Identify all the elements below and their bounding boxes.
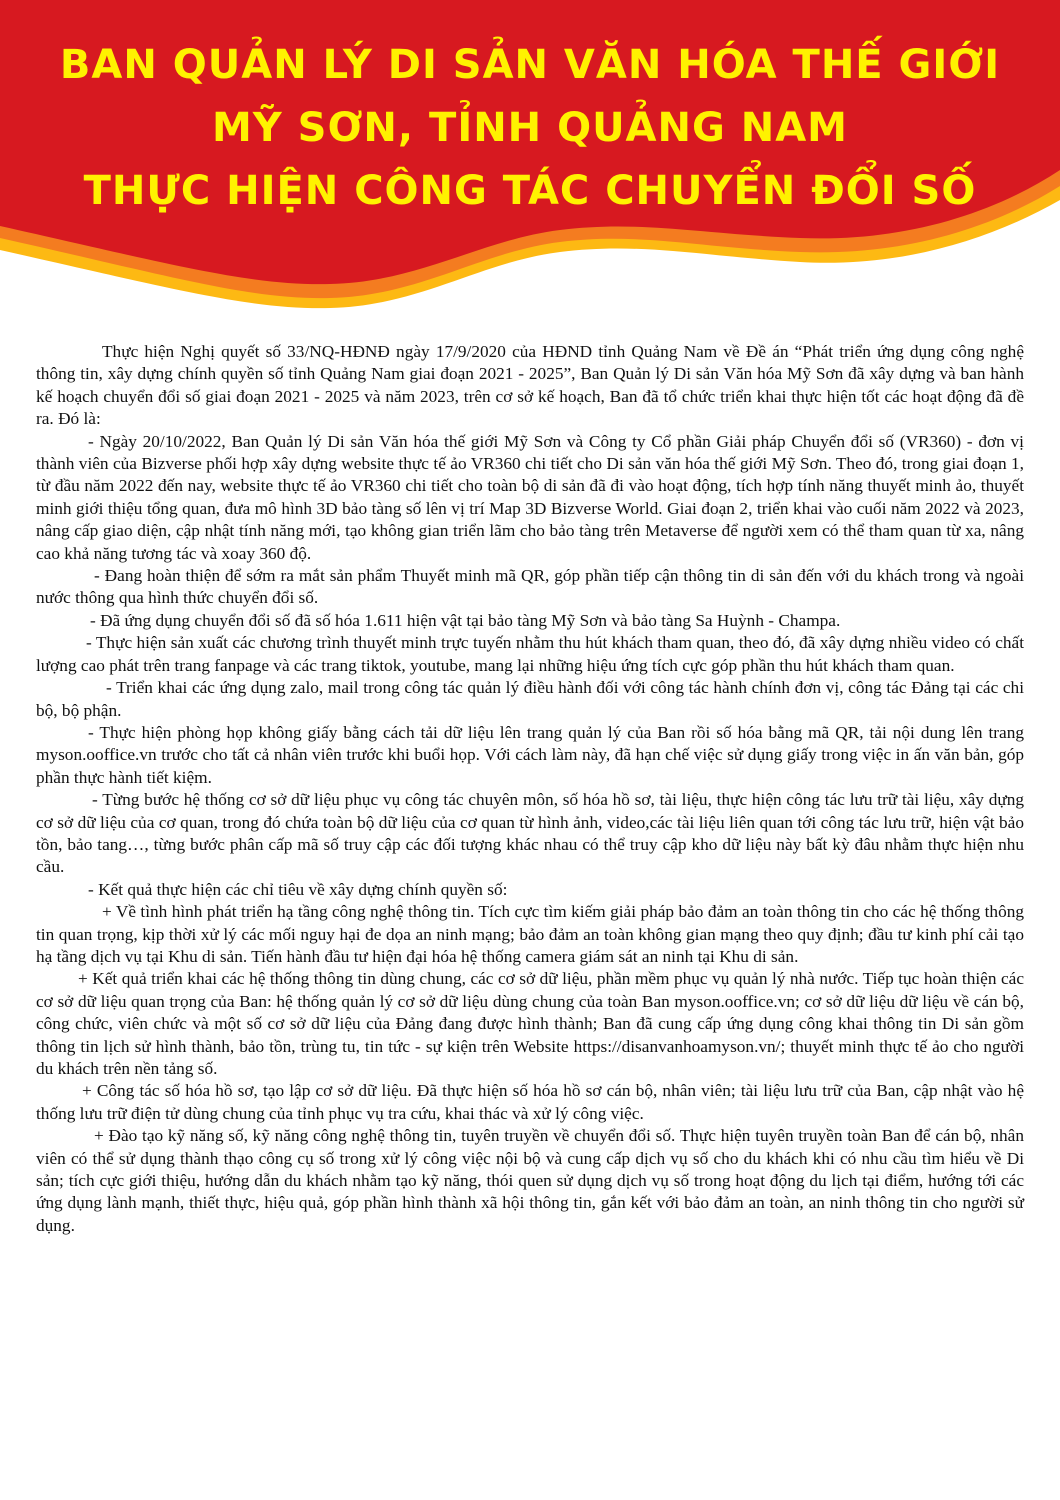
sub-item-it-infrastructure: + Về tình hình phát triển hạ tầng công nghệ thông tin. Tích cực tìm kiếm giải pháp bảo đảm an toàn thông tin cho các hệ thống thông tin quan trọng, kịp thời xử lý các mối nguy hại đe dọa an ninh mạng; bảo đảm an toàn không gian mạng theo quy định; đầu tư kinh phí cải tạo hạ tầng dịch vụ tại Khu di sản. Tiến hành đầu tư hiện đại hóa hệ thống camera giám sát an ninh tại Khu di sản.: [36, 902, 1024, 966]
bullet-vr360-website: - Ngày 20/10/2022, Ban Quản lý Di sản Văn hóa thế giới Mỹ Sơn và Công ty Cổ phần Giải pháp Chuyển đổi số (VR360) - đơn vị thành viên của Bizverse phối hợp xây dựng website thực tế ảo VR360 chi tiết cho Di sản văn hóa thế giới Mỹ Sơn. Theo đó, trong giai đoạn 1, từ đầu năm 2022 đến nay, website thực tế ảo VR360 chi tiết cho toàn bộ di sản đã đi vào hoạt động, tích hợp tính năng thuyết minh ảo, thuyết minh giới thiệu tổng quan, đưa mô hình 3D bảo tàng số lên vị trí Map 3D Bizverse World. Giai đoạn 2, triển khai vào cuối năm 2022 và 2023, nâng cấp giao diện, cập nhật tính năng mới, tạo không gian triển lãm cho bảo tàng trên Metaverse để người xem có thể tham quan từ xa, nâng cao khả năng tương tác và xoay 360 độ.: [36, 431, 1024, 563]
bullet-database-system: - Từng bước hệ thống cơ sở dữ liệu phục vụ công tác chuyên môn, số hóa hồ sơ, tài liệu, thực hiện công tác lưu trữ tài liệu, xây dựng cơ sở dữ liệu của cơ quan, trong đó chứa toàn bộ dữ liệu của cơ quan từ hình ảnh, video,các tài liệu liên quan tới công tác lưu trữ, hiện vật bảo tồn, bảo tang…, từng bước phân cấp mã số truy cập các đối tượng khác nhau có thể truy cập kho dữ liệu này bất kỳ đâu nhằm thực hiện nhu cầu.: [36, 790, 1024, 877]
bullet-online-guides: - Thực hiện sản xuất các chương trình thuyết minh trực tuyến nhằm thu hút khách tham quan, theo đó, đã xây dựng nhiều video có chất lượng cao phát trên trang fanpage và các trang tiktok, youtube, mang lại những hiệu ứng tích cực góp phần thu hút khách tham quan.: [36, 633, 1024, 675]
sub-item-records-digitization: + Công tác số hóa hồ sơ, tạo lập cơ sở dữ liệu. Đã thực hiện số hóa hồ sơ cán bộ, nhân viên; tài liệu lưu trữ của Ban, cập nhật vào hệ thống lưu trữ điện tử dùng chung của tỉnh phục vụ tra cứu, khai thác và xử lý công việc.: [36, 1081, 1024, 1123]
bullet-digitized-artifacts: - Đã ứng dụng chuyển đổi số đã số hóa 1.611 hiện vật tại bảo tàng Mỹ Sơn và bảo tàng Sa Huỳnh - Champa.: [90, 610, 841, 630]
header-banner: [0, 0, 1060, 320]
bullet-digital-government-results: - Kết quả thực hiện các chỉ tiêu về xây dựng chính quyền số:: [88, 879, 508, 899]
bullet-qr-guide: - Đang hoàn thiện để sớm ra mắt sản phẩm Thuyết minh mã QR, góp phần tiếp cận thông tin di sản đến với du khách trong và ngoài nước thông qua hình thức chuyển đổi số.: [36, 566, 1024, 608]
bullet-paperless-meetings: - Thực hiện phòng họp không giấy bằng cách tải dữ liệu lên trang quản lý của Ban rồi số hóa bằng mã QR, tải nội dung lên trang myson.ooffice.vn trước cho tất cả nhân viên trước khi buổi họp. Với cách làm này, đã hạn chế việc sử dụng giấy trong việc in ấn văn bản, góp phần thực hành tiết kiệm.: [36, 722, 1024, 787]
title-line-2: MỸ SƠN, TỈNH QUẢNG NAM: [211, 105, 848, 151]
intro-paragraph: Thực hiện Nghị quyết số 33/NQ-HĐNĐ ngày 17/9/2020 của HĐND tỉnh Quảng Nam về Đề án “Phát triển ứng dụng công nghệ thông tin, xây dựng chính quyền số tỉnh Quảng Nam giai đoạn 2021 - 2025”, Ban Quản lý Di sản Văn hóa Mỹ Sơn đã xây dựng và ban hành kế hoạch chuyển đổi số giai đoạn 2021 - 2025 và năm 2023, trên cơ sở kế hoạch, Ban đã tổ chức triển khai thực hiện tốt các hoạt động đã đề ra. Đó là:: [36, 342, 1024, 429]
page-title: [0, 34, 1060, 223]
bullet-zalo-mail: - Triển khai các ứng dụng zalo, mail trong công tác quản lý điều hành đối với công tác hành chính đơn vị, công tác Đảng tại các chi bộ, bộ phận.: [36, 678, 1024, 720]
title-line-1: BAN QUẢN LÝ DI SẢN VĂN HÓA THẾ GIỚI: [59, 42, 1001, 88]
article-body: [36, 341, 1024, 1237]
title-line-3: THỰC HIỆN CÔNG TÁC CHUYỂN ĐỔI SỐ: [83, 168, 977, 214]
sub-item-shared-systems: + Kết quả triển khai các hệ thống thông tin dùng chung, các cơ sở dữ liệu, phần mềm phục vụ quản lý nhà nước. Tiếp tục hoàn thiện các cơ sở dữ liệu quan trọng của Ban: hệ thống quản lý cơ sở dữ liệu dùng chung của toàn Ban myson.ooffice.vn; cơ sở dữ liệu dữ liệu về cán bộ, công chức, viên chức và một số cơ sở dữ liệu của Đảng đang được hình thành; Ban đã cung cấp ứng dụng công khai thông tin Di sản gồm thông tin lịch sử hình thành, bảo tồn, trùng tu, tin tức - sự kiện trên Website https://disanvanhoamyson.vn/; thuyết minh thực tế ảo cho người du khách trên nền tảng số.: [36, 969, 1024, 1078]
sub-item-digital-skills: + Đào tạo kỹ năng số, kỹ năng công nghệ thông tin, tuyên truyền về chuyển đổi số. Thực hiện tuyên truyền toàn Ban để cán bộ, nhân viên có thể sử dụng thành thạo công cụ số trong xử lý công việc nội bộ và cung cấp dịch vụ số cho du khách khi có nhu cầu tìm hiểu về Di sản; tích cực giới thiệu, hướng dẫn du khách nhằm tạo kỹ năng, thói quen sử dụng dịch vụ số trong hoạt động du lịch tại điểm, hướng tới các ứng dụng lành mạnh, thiết thực, hiệu quả, góp phần hình thành xã hội thông tin, gắn kết với bảo đảm an toàn, an ninh thông tin cho người sử dụng.: [36, 1126, 1024, 1235]
